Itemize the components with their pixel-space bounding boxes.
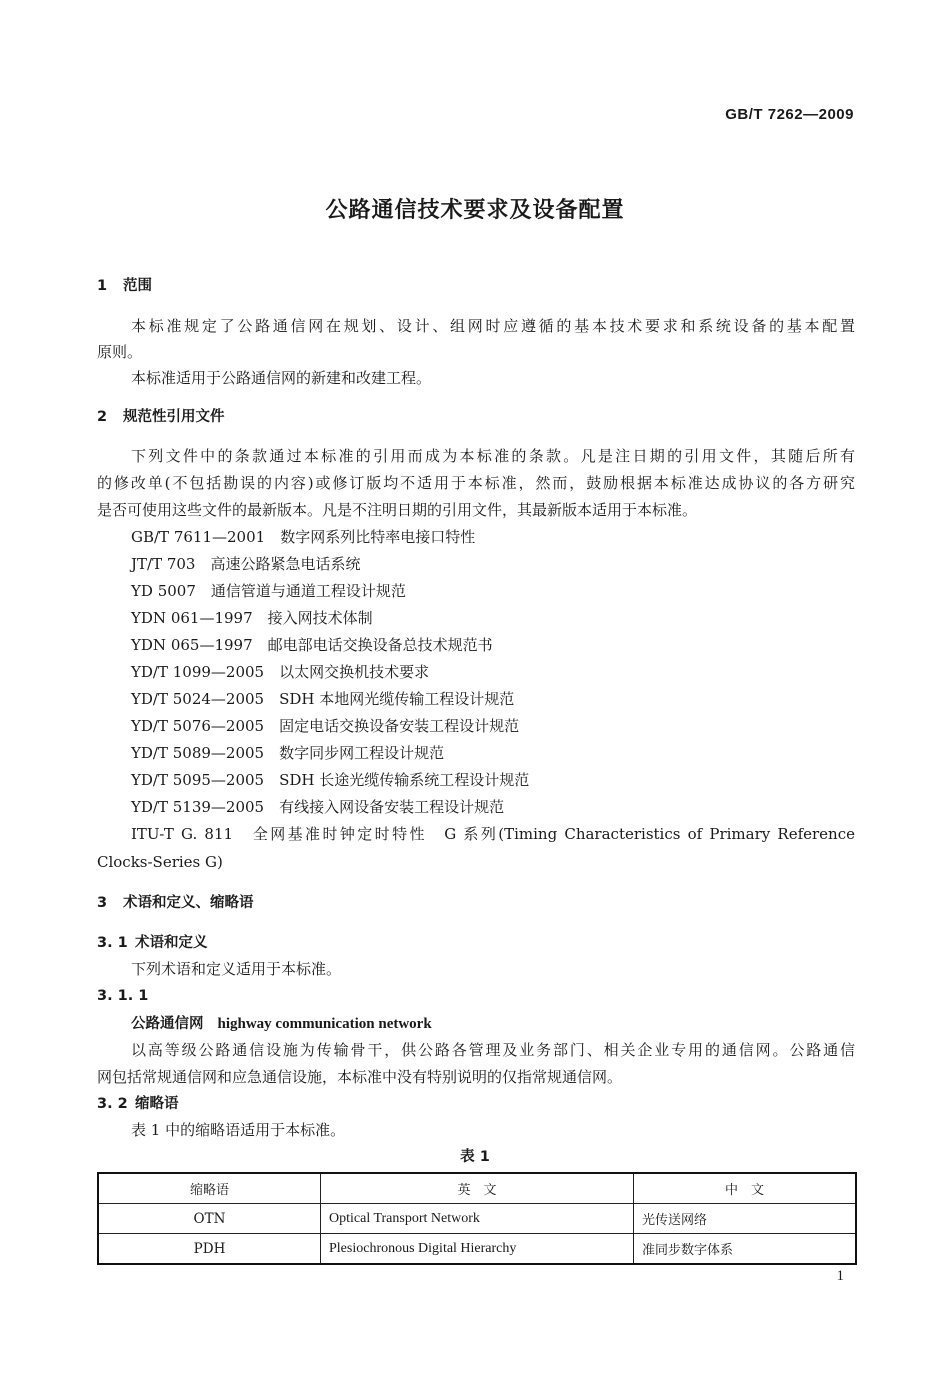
term-english: highway communication network [217, 1016, 432, 1032]
reference-code: YD/T 5089—2005 [131, 744, 265, 762]
reference-title: SDH 本地网光缆传输工程设计规范 [279, 690, 515, 708]
reference-item [131, 554, 361, 574]
document-title: 公路通信技术要求及设备配置 [325, 198, 625, 223]
column-header: 英 文 [321, 1173, 634, 1204]
reference-title: 以太网交换机技术要求 [279, 663, 430, 681]
reference-item [131, 527, 475, 547]
subsection-number: 3. 1 [97, 935, 128, 951]
paragraph-line: 下列术语和定义适用于本标准。 [131, 960, 342, 978]
section-number: 2 [97, 409, 108, 425]
reference-title: SDH 长途光缆传输系统工程设计规范 [279, 771, 530, 789]
paragraph-line: Clocks-Series G) [97, 853, 223, 871]
table-cell: PDH [98, 1234, 321, 1265]
reference-code: GB/T 7611—2001 [131, 528, 266, 546]
reference-item [131, 689, 514, 709]
table-cell: 准同步数字体系 [634, 1234, 857, 1265]
paragraph-line: 的修改单(不包括勘误的内容)或修订版均不适用于本标准，然而，鼓励根据本标准达成协议的各方研究 [97, 474, 855, 492]
table-cell: 光传送网络 [634, 1204, 857, 1234]
reference-code: YD/T 5095—2005 [131, 771, 265, 789]
term-entry [131, 1013, 432, 1034]
reference-title: 有线接入网设备安装工程设计规范 [279, 798, 505, 816]
term-chinese: 公路通信网 [131, 1016, 204, 1032]
reference-item [131, 797, 504, 817]
reference-code: YDN 061—1997 [131, 609, 253, 627]
table-header-row [98, 1173, 856, 1204]
reference-title: 数字同步网工程设计规范 [279, 744, 445, 762]
paragraph-line: 下列文件中的条款通过本标准的引用而成为本标准的条款。凡是注日期的引用文件，其随后所有 [131, 447, 855, 465]
paragraph-line: 表 1 中的缩略语适用于本标准。 [131, 1121, 346, 1139]
table-caption: 表 1 [460, 1149, 490, 1165]
subsection-title: 缩略语 [135, 1096, 179, 1112]
reference-title: 高速公路紧急电话系统 [210, 555, 361, 573]
reference-title: 通信管道与通道工程设计规范 [210, 582, 406, 600]
table-cell: OTN [98, 1204, 321, 1234]
paragraph-line: 网包括常规通信网和应急通信设施，本标准中没有特别说明的仅指常规通信网。 [97, 1068, 623, 1086]
subsection-number: 3. 2 [97, 1096, 128, 1112]
section-number: 3 [97, 895, 108, 911]
abbreviation-table [97, 1172, 857, 1265]
section-title: 规范性引用文件 [123, 409, 225, 425]
reference-code: YD/T 5139—2005 [131, 798, 265, 816]
reference-item [131, 770, 529, 790]
subsection-3-2-heading [97, 1094, 179, 1114]
paragraph-line: 原则。 [97, 343, 143, 361]
reference-item [131, 581, 406, 601]
reference-item [131, 716, 519, 736]
table-row [98, 1204, 856, 1234]
paragraph-line: 本标准规定了公路通信网在规划、设计、组网时应遵循的基本技术要求和系统设备的基本配置 [131, 317, 855, 335]
page-number: 1 [836, 1268, 844, 1284]
reference-title: 固定电话交换设备安装工程设计规范 [279, 717, 520, 735]
subsection-title: 术语和定义 [135, 935, 208, 951]
reference-code: YDN 065—1997 [131, 636, 253, 654]
reference-item [131, 662, 429, 682]
section-number: 1 [97, 278, 108, 294]
reference-item [131, 743, 444, 763]
table-cell: Optical Transport Network [321, 1204, 634, 1234]
reference-title: 接入网技术体制 [267, 609, 373, 627]
standard-number: GB/T 7262—2009 [725, 106, 854, 123]
reference-code: YD/T 5024—2005 [131, 690, 265, 708]
section-title: 术语和定义、缩略语 [123, 895, 254, 911]
reference-code: JT/T 703 [131, 555, 196, 573]
reference-title: 邮电部电话交换设备总技术规范书 [267, 636, 493, 654]
reference-item [131, 635, 493, 655]
section-2-heading [97, 407, 225, 427]
paragraph-line: 以高等级公路通信设施为传输骨干，供公路各管理及业务部门、相关企业专用的通信网。公路通信 [131, 1041, 855, 1059]
table-cell: Plesiochronous Digital Hierarchy [321, 1234, 634, 1265]
paragraph-line: 是否可使用这些文件的最新版本。凡是不注明日期的引用文件，其最新版本适用于本标准。 [97, 501, 698, 519]
reference-item: ITU-T G. 811 全网基准时钟定时特性 G 系列(Timing Characteristics of Primary Reference [131, 825, 855, 843]
reference-code: YD/T 5076—2005 [131, 717, 265, 735]
subsection-3-1-heading [97, 933, 208, 953]
section-3-heading [97, 893, 254, 913]
column-header: 中 文 [634, 1173, 857, 1204]
paragraph-line: 本标准适用于公路通信网的新建和改建工程。 [131, 369, 432, 387]
reference-code: YD 5007 [131, 582, 196, 600]
table-row [98, 1234, 856, 1265]
column-header: 缩略语 [98, 1173, 321, 1204]
reference-title: 数字网系列比特率电接口特性 [280, 528, 476, 546]
section-title: 范围 [123, 278, 152, 294]
section-1-heading [97, 276, 152, 296]
reference-code: YD/T 1099—2005 [131, 663, 265, 681]
subsection-number: 3. 1. 1 [97, 988, 149, 1004]
reference-item [131, 608, 373, 628]
